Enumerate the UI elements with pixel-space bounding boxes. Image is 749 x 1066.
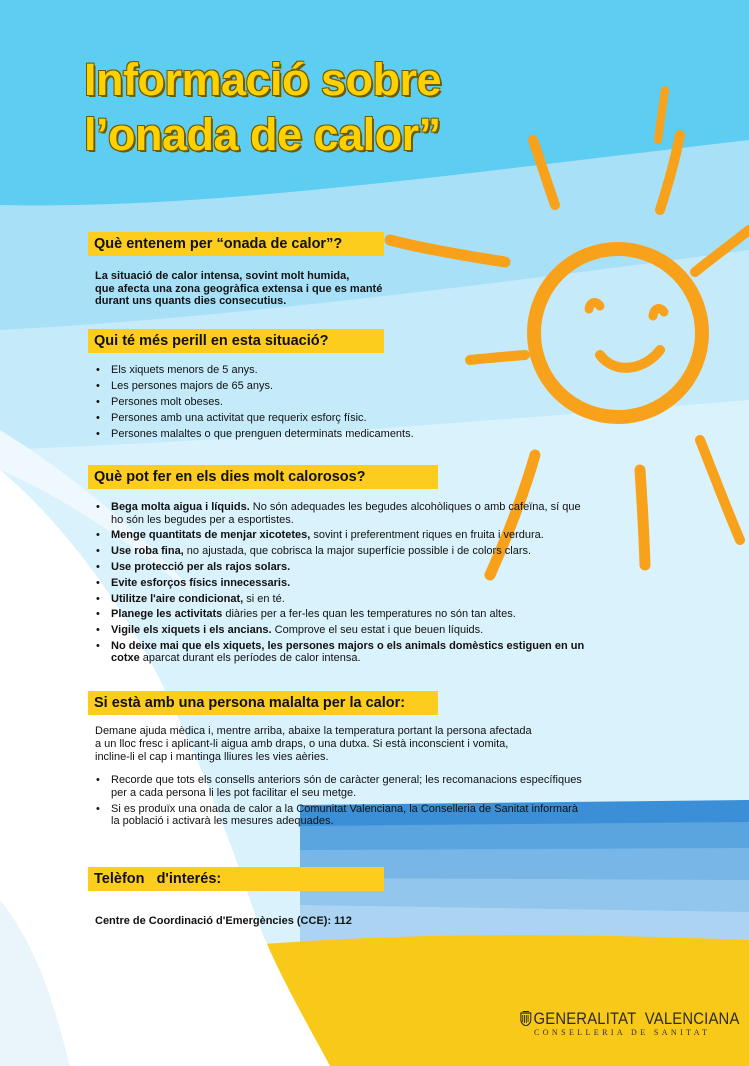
section-heading-what-label: Què entenem per “onada de calor”? [94,236,343,252]
tip-bold: Menge quantitats de menjar xicotetes, [111,529,311,542]
list-item [95,593,585,606]
section-heading-tips-label: Què pot fer en els dies molt calorosos? [94,469,366,485]
tip-text: diàries per a fer-les quan les temperatures no són tan altes. [222,608,516,621]
list-item [95,640,585,665]
ill-line: incline-li el cap i mantinga lliures les vies aèries. [95,750,329,763]
risk-list [95,362,565,442]
tip-text: no ajustada, que cobrisca la major superfície possible i de colors clars. [183,545,532,558]
list-item [95,529,585,542]
title-line-1: Informació sobre [84,54,442,105]
list-item: • Persones molt obeses. [95,394,565,410]
tip-bold: Evite esforços físics innecessaris. [111,576,291,589]
section-heading-risk-label: Qui té més perill en esta situació? [94,333,329,349]
tip-bold: Utilitze l'aire condicionat, [111,592,244,605]
page-title [84,52,441,162]
list-item: • Persones amb una activitat que requerix esforç físic. [95,410,565,426]
list-item [95,608,585,621]
list-item [95,577,585,590]
tip-bold: Vigile els xiquets i els ancians. [111,624,272,637]
tip-bold: Bega molta aigua i líquids. [111,501,250,513]
list-item [95,561,585,574]
section-heading-phone [88,867,384,891]
tip-bold: Use roba fina, [111,545,184,558]
section-heading-what [88,232,384,256]
generalitat-logo [520,1011,749,1037]
logo-sub-text: CONSELLERIA DE SANITAT [534,1028,711,1037]
definition-line: que afecta una zona geogràfica extensa i que es manté [95,282,383,295]
list-item: • Si es produïx una onada de calor a la Comunitat Valenciana, la Conselleria de Sanitat informarà la població i activarà les mesures adequades. [95,803,585,828]
tip-text: Comprove el seu estat i que beuen líquids. [271,624,484,637]
list-item: • Els xiquets menors de 5 anys. [95,362,565,378]
tip-bold: Use protecció per als rajos solars. [111,560,291,573]
list-item [95,624,585,637]
section-heading-ill [88,691,438,715]
crest-icon [520,1011,532,1026]
logo-main-text: GENERALITAT VALENCIANA [533,1010,740,1028]
tip-text: No són adequades les begudes alcohòliques o amb cafeïna, sí que ho són les begudes per a esportistes. [111,501,581,526]
tip-bold: No deixe mai que els xiquets, les persones majors o els animals domèstics estiguen en un cotxe [111,639,585,665]
ill-line: Demane ajuda mèdica i, mentre arriba, abaixe la temperatura portant la persona afectada [95,725,532,737]
definition-text [95,270,382,308]
tip-text: aparcat durant els períodes de calor intensa. [139,652,361,665]
list-item: • Persones malaltes o que prenguen determinats medicaments. [95,426,565,442]
ill-instructions [95,725,532,763]
list-item: • Recorde que tots els consells anteriors són de caràcter general; les recomanacions específiques per a cada persona li les pot facilitar el seu metge. [95,774,585,799]
section-heading-phone-label: Telèfon d'interés: [94,871,222,887]
advice-list [95,774,585,832]
list-item: • Les persones majors de 65 anys. [95,378,565,394]
emergency-phone: Centre de Coordinació d'Emergències (CCE): 112 [95,915,352,927]
section-heading-ill-label: Si està amb una persona malalta per la calor: [94,695,406,711]
definition-line: durant uns quants dies consecutius. [95,295,287,307]
section-heading-risk [88,329,384,353]
tips-list [95,501,585,668]
list-item [95,501,585,526]
section-heading-tips [88,465,438,489]
definition-line: La situació de calor intensa, sovint molt humida, [95,270,350,282]
tip-bold: Planege les activitats [111,608,223,621]
title-line-2: l’onada de calor” [84,109,441,160]
list-item [95,545,585,558]
ill-line: a un lloc fresc i aplicant-li aigua amb draps, o una dutxa. Si està inconscient i vomita, [95,737,509,750]
tip-text: sovint i preferentment riques en fruita i verdura. [310,529,544,542]
sand [250,935,749,1066]
tip-text: si en té. [243,592,285,605]
